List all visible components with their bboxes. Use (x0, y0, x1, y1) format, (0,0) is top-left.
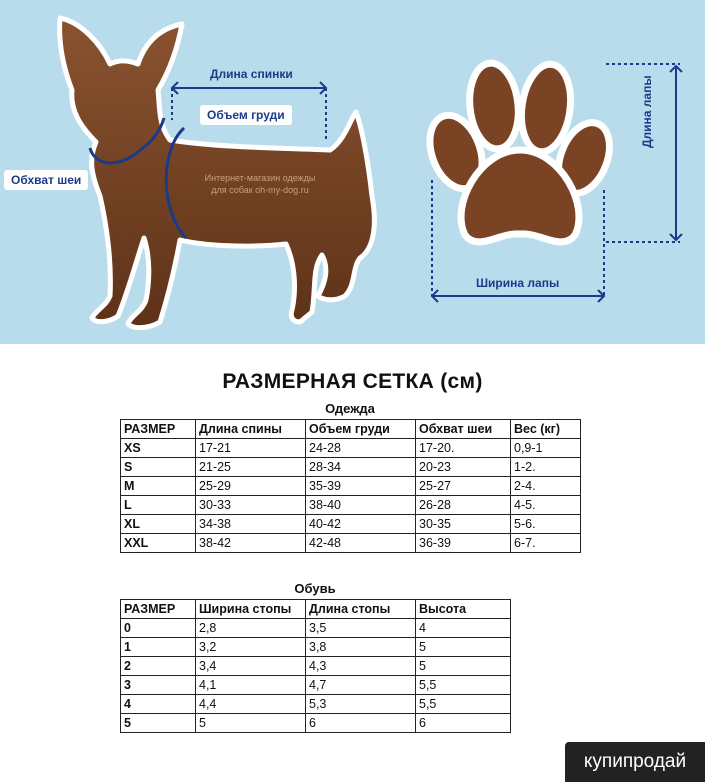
table-cell: 4,1 (196, 676, 306, 695)
size-cell: 0 (121, 619, 196, 638)
table-row (121, 515, 581, 534)
table-row (121, 714, 511, 733)
size-cell: XS (121, 439, 196, 458)
table-row (121, 638, 511, 657)
table-cell: 0,9-1 (511, 439, 581, 458)
table-cell: 42-48 (306, 534, 416, 553)
table-cell: 38-42 (196, 534, 306, 553)
table-cell: 20-23 (416, 458, 511, 477)
table-cell: 30-35 (416, 515, 511, 534)
table-row (121, 534, 581, 553)
table-cell: 6 (416, 714, 511, 733)
table-row (121, 496, 581, 515)
neck-girth-label: Обхват шеи (4, 170, 88, 190)
table-row (121, 619, 511, 638)
table-cell: 36-39 (416, 534, 511, 553)
clothing-table (120, 419, 581, 553)
table-cell: 26-28 (416, 496, 511, 515)
watermark (190, 172, 330, 196)
table-cell: 3,5 (306, 619, 416, 638)
table-row (121, 439, 581, 458)
size-cell: S (121, 458, 196, 477)
table-cell: 4,4 (196, 695, 306, 714)
clothing-header-row (121, 420, 581, 439)
table-cell: 3,4 (196, 657, 306, 676)
table-cell: 24-28 (306, 439, 416, 458)
table-cell: 3,2 (196, 638, 306, 657)
table-cell: 2,8 (196, 619, 306, 638)
clothing-header-cell: Вес (кг) (511, 420, 581, 439)
table-cell: 35-39 (306, 477, 416, 496)
table-cell: 1-2. (511, 458, 581, 477)
brand-logo: купипродай (565, 742, 705, 782)
size-diagram-banner (0, 0, 705, 344)
size-cell: M (121, 477, 196, 496)
dog-and-paw-illustration (0, 0, 705, 344)
table-cell: 5,5 (416, 695, 511, 714)
table-cell: 6 (306, 714, 416, 733)
table-cell: 5,5 (416, 676, 511, 695)
chest-girth-label: Объем груди (200, 105, 292, 125)
shoes-header-cell: Высота (416, 600, 511, 619)
table-cell: 5 (416, 657, 511, 676)
clothing-header-cell: РАЗМЕР (121, 420, 196, 439)
size-cell: XXL (121, 534, 196, 553)
size-cell: 2 (121, 657, 196, 676)
shoes-header-cell: Ширина стопы (196, 600, 306, 619)
paw-length-label: Длина лапы (640, 75, 654, 148)
clothing-header-cell: Длина спины (196, 420, 306, 439)
table-cell: 4,7 (306, 676, 416, 695)
page-title: РАЗМЕРНАЯ СЕТКА (см) (222, 370, 483, 393)
table-cell: 6-7. (511, 534, 581, 553)
shoes-caption: Обувь (294, 581, 336, 596)
clothing-header-cell: Объем груди (306, 420, 416, 439)
shoes-header-cell: Длина стопы (306, 600, 416, 619)
size-cell: XL (121, 515, 196, 534)
table-cell: 2-4. (511, 477, 581, 496)
table-row (121, 657, 511, 676)
paw-icon (420, 61, 619, 242)
table-row (121, 458, 581, 477)
table-row (121, 676, 511, 695)
table-cell: 21-25 (196, 458, 306, 477)
table-cell: 4,3 (306, 657, 416, 676)
clothing-caption: Одежда (325, 401, 375, 416)
size-cell: 3 (121, 676, 196, 695)
table-cell: 3,8 (306, 638, 416, 657)
size-cell: 5 (121, 714, 196, 733)
table-cell: 17-20. (416, 439, 511, 458)
table-cell: 38-40 (306, 496, 416, 515)
back-length-label: Длина спинки (210, 67, 293, 81)
table-cell: 17-21 (196, 439, 306, 458)
table-cell: 4-5. (511, 496, 581, 515)
table-cell: 5,3 (306, 695, 416, 714)
size-cell: 4 (121, 695, 196, 714)
table-cell: 5-6. (511, 515, 581, 534)
table-cell: 40-42 (306, 515, 416, 534)
clothing-header-cell: Обхват шеи (416, 420, 511, 439)
table-cell: 25-29 (196, 477, 306, 496)
table-cell: 30-33 (196, 496, 306, 515)
size-cell: 1 (121, 638, 196, 657)
shoes-header-cell: РАЗМЕР (121, 600, 196, 619)
table-cell: 5 (196, 714, 306, 733)
table-cell: 5 (416, 638, 511, 657)
size-cell: L (121, 496, 196, 515)
watermark-line-1: Интернет-магазин одежды (204, 173, 316, 183)
shoes-header-row (121, 600, 511, 619)
shoes-table (120, 599, 511, 733)
table-cell: 4 (416, 619, 511, 638)
table-row (121, 695, 511, 714)
watermark-line-2: для собак oh-my-dog.ru (211, 185, 309, 195)
paw-width-label: Ширина лапы (476, 276, 560, 290)
table-cell: 28-34 (306, 458, 416, 477)
table-cell: 34-38 (196, 515, 306, 534)
table-row (121, 477, 581, 496)
table-cell: 25-27 (416, 477, 511, 496)
